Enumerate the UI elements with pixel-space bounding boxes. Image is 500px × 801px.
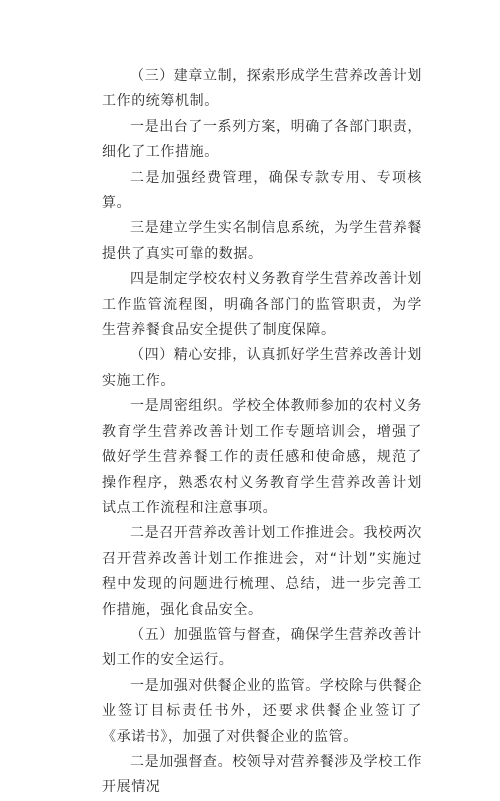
paragraph: 二是加强督查。校领导对营养餐涉及学校工作开展情况	[102, 753, 422, 796]
section-heading-4: （四）精心安排，认真抓好学生营养改善计划实施工作。	[102, 347, 422, 389]
paragraph: 一是加强对供餐企业的监管。学校除与供餐企业签订目标责任书外，还要求供餐企业签订了《承诺书》，加强了对供餐企业的监管。	[102, 677, 422, 745]
paragraph: 三是建立学生实名制信息系统，为学生营养餐提供了真实可靠的数据。	[102, 220, 422, 262]
paragraph: 四是制定学校农村义务教育学生营养改善计划工作监管流程图，明确各部门的监管职责，为学生营养餐食品安全提供了制度保障。	[102, 271, 422, 339]
paragraph: 二是加强经费管理，确保专款专用、专项核算。	[102, 169, 422, 212]
paragraph: 二是召开营养改善计划工作推进会。我校两次召开营养改善计划工作推进会，对“计划”实施过程中发现的问题进行梳理、总结，进一步完善工作措施，强化食品安全。	[102, 525, 422, 618]
section-heading-5: （五）加强监管与督查，确保学生营养改善计划工作的安全运行。	[102, 626, 422, 669]
section-heading-3: （三）建章立制，探索形成学生营养改善计划工作的统筹机制。	[102, 68, 422, 110]
document-body	[102, 64, 422, 801]
paragraph: 一是周密组织。学校全体教师参加的农村义务教育学生营养改善计划工作专题培训会，增强了做好学生营养餐工作的责任感和使命感，规范了操作程序，熟悉农村义务教育学生营养改善计划试点工作流程和注意事项。	[102, 398, 422, 516]
paragraph: 一是出台了一系列方案，明确了各部门职责，细化了工作措施。	[102, 118, 422, 161]
